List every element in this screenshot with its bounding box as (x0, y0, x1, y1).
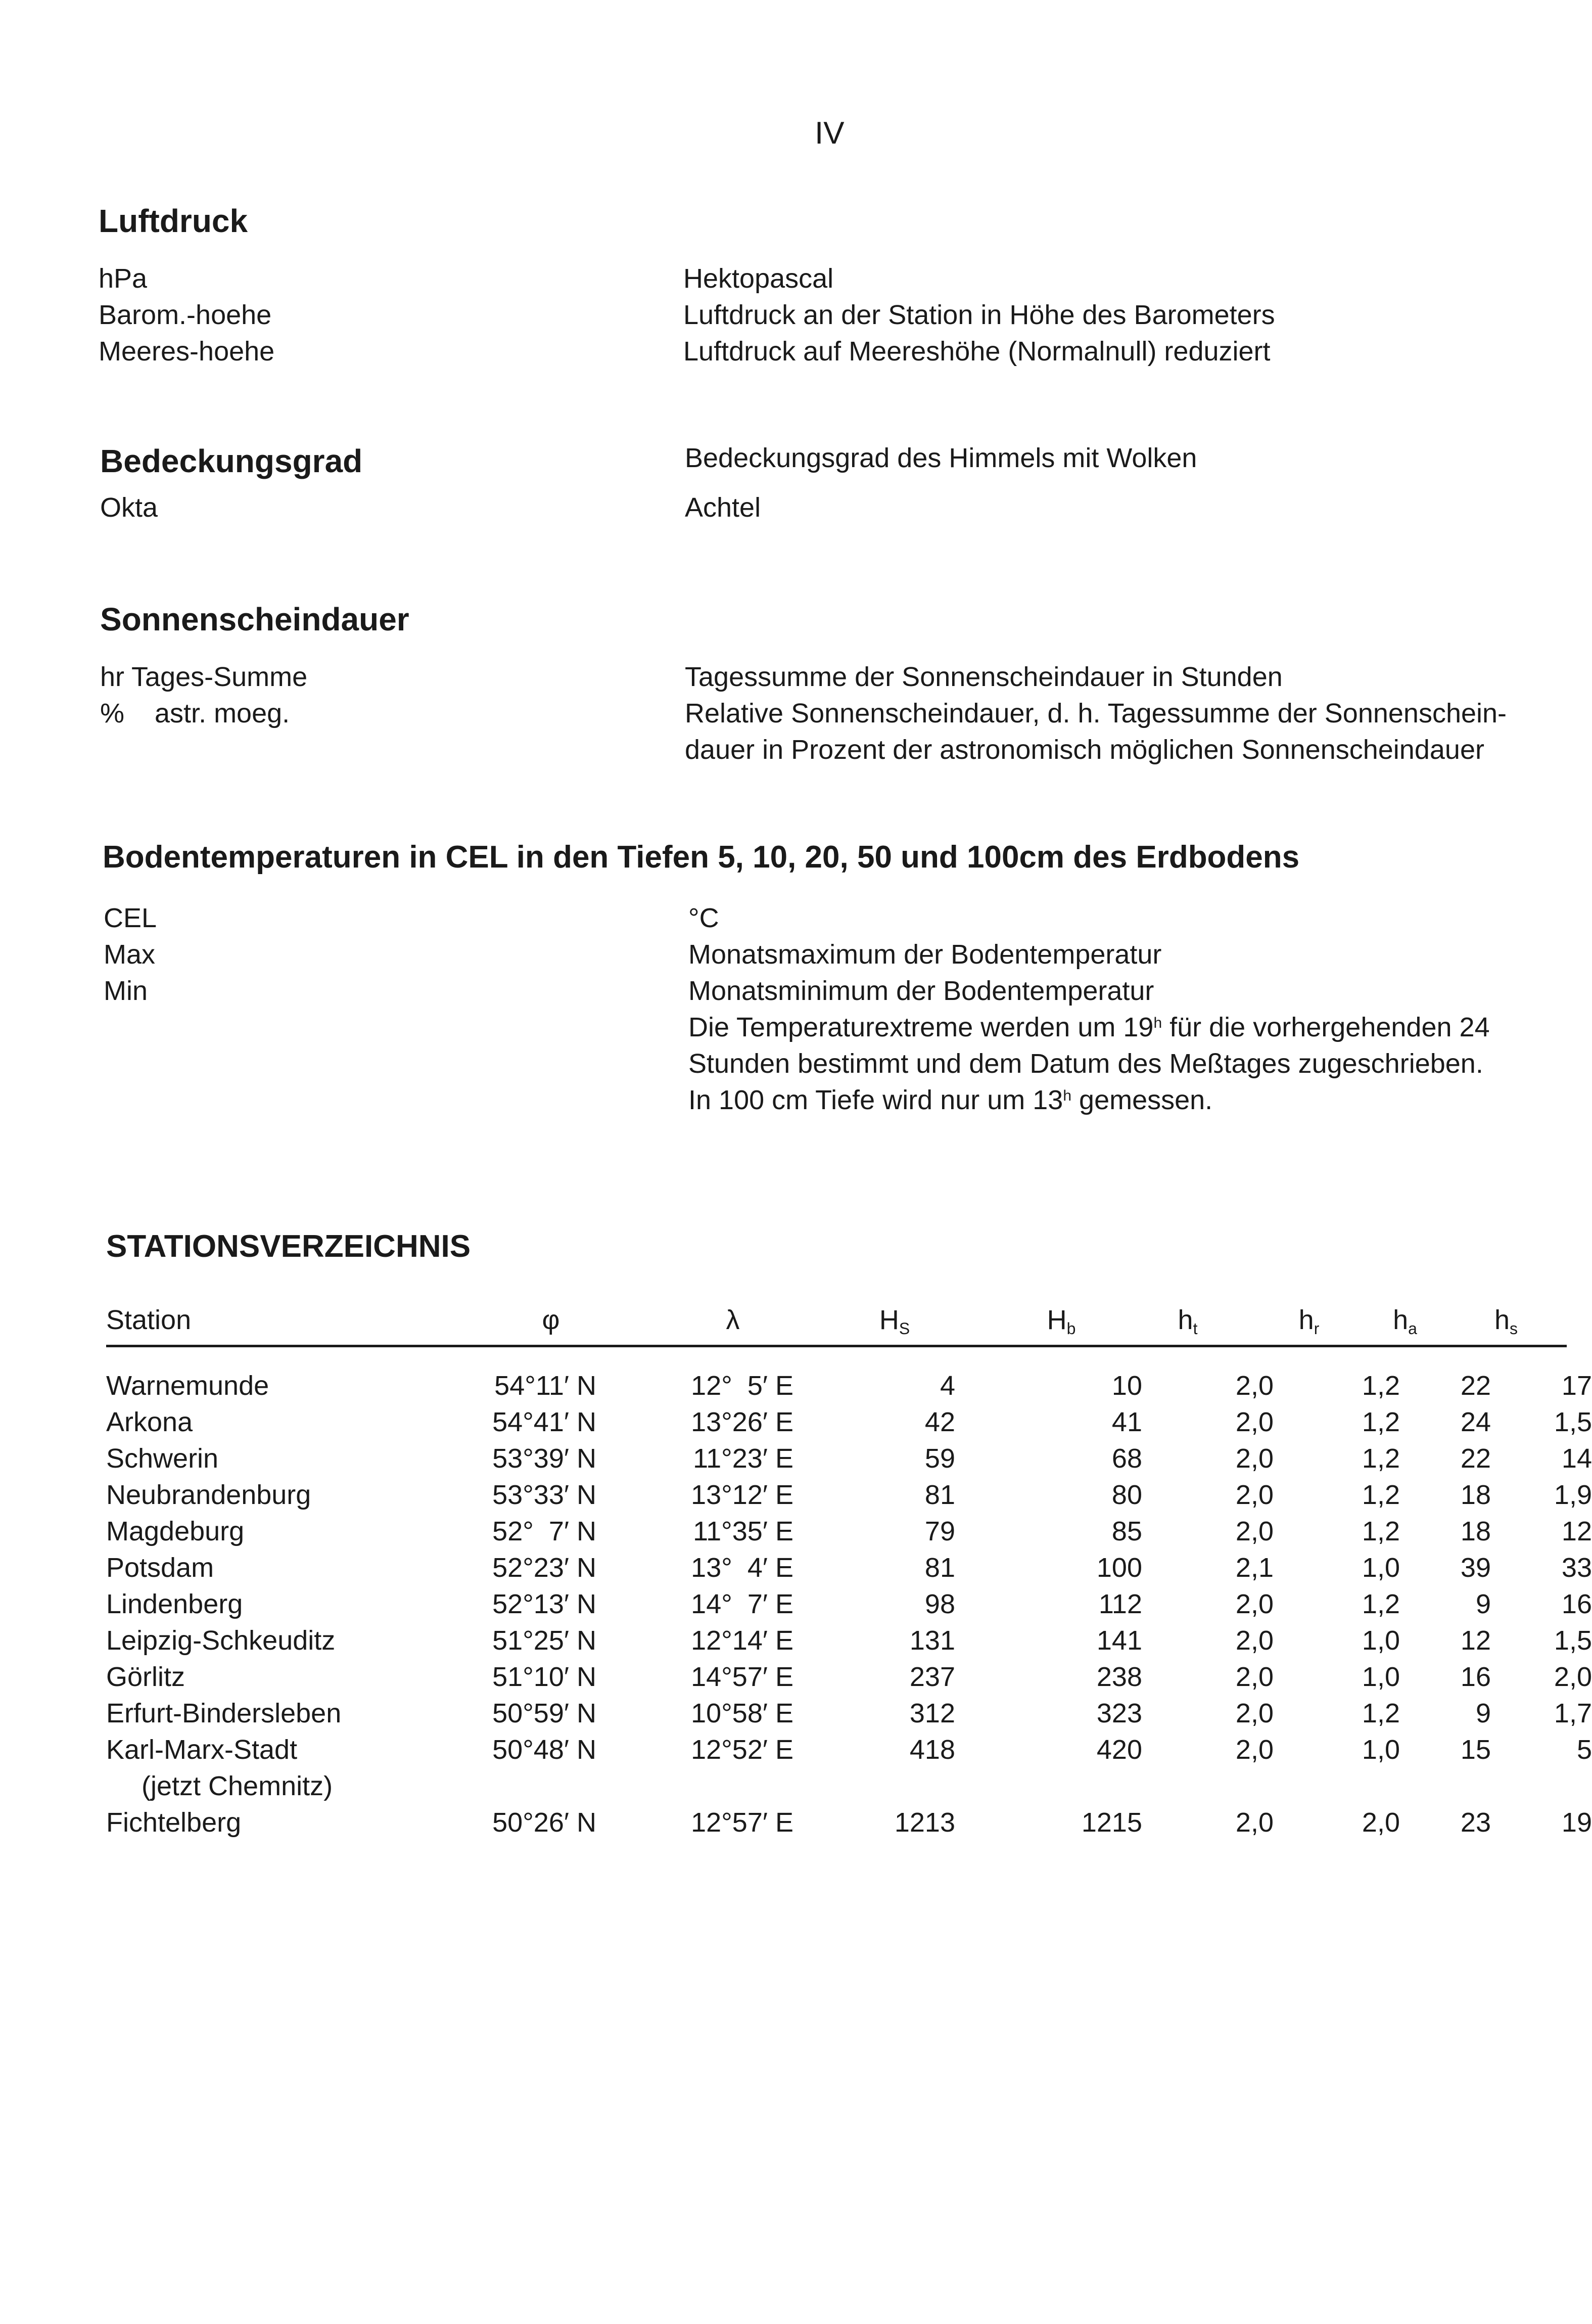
cell-lambda: 12°14′ E (691, 1625, 793, 1656)
cell-hs: 4 (940, 1371, 955, 1401)
cell-ht: 2,0 (1235, 1480, 1274, 1510)
cell-hs: 237 (909, 1662, 955, 1692)
cell-lambda: 12°57′ E (691, 1807, 793, 1838)
cell-hs-lower: 19 (1561, 1807, 1592, 1838)
cell-ha: 15 (1460, 1735, 1491, 1765)
term: % astr. moeg. (100, 698, 290, 728)
cell-hb: 41 (1111, 1407, 1142, 1437)
cell-hb: 80 (1111, 1480, 1142, 1510)
cell-hs-lower: 1,5 (1554, 1625, 1592, 1656)
cell-lambda: 14° 7′ E (691, 1589, 793, 1619)
station-name: Fichtelberg (106, 1807, 242, 1838)
table-row (106, 1370, 1592, 1406)
cell-hs-lower: 1,5 (1554, 1407, 1592, 1437)
definition: Luftdruck an der Station in Höhe des Barometers (683, 300, 1275, 330)
cell-hr: 1,2 (1362, 1480, 1400, 1510)
definition: dauer in Prozent der astronomisch möglichen Sonnenscheindauer (685, 735, 1484, 765)
cell-ha: 22 (1460, 1443, 1491, 1474)
table-row-continuation (106, 1770, 1567, 1807)
boden-terms (104, 900, 157, 1009)
cell-phi: 54°11′ N (494, 1371, 596, 1401)
cell-ha: 22 (1460, 1371, 1491, 1401)
term: hPa (99, 263, 148, 294)
cell-ha: 16 (1460, 1662, 1491, 1692)
definition: °C (688, 903, 719, 933)
cell-hb: 238 (1096, 1662, 1142, 1692)
cell-ha: 23 (1460, 1807, 1491, 1838)
definition: Hektopascal (683, 263, 834, 294)
bedeckung-defs (685, 440, 1197, 526)
cell-hs-lower: 1,7 (1554, 1698, 1592, 1728)
cell-phi: 52°13′ N (492, 1589, 596, 1619)
bedeckung-term (100, 489, 158, 526)
col-header-hs: HS (879, 1305, 910, 1338)
cell-phi: 53°33′ N (492, 1480, 596, 1510)
note-line: Die Temperaturextreme werden um 19$^h$ für die vorhergehenden 24 (688, 1012, 1490, 1042)
station-name: Potsdam (106, 1553, 214, 1583)
table-row (106, 1734, 1592, 1770)
col-header-ha: ha (1393, 1305, 1417, 1338)
cell-hs: 98 (924, 1589, 955, 1619)
station-name: Schwerin (106, 1443, 219, 1474)
cell-hr: 2,0 (1362, 1807, 1400, 1838)
cell-phi: 50°59′ N (492, 1698, 596, 1728)
cell-hs-lower: 14 (1561, 1443, 1592, 1474)
table-row (106, 1807, 1592, 1843)
cell-hr: 1,0 (1362, 1735, 1400, 1765)
col-header-hr: hr (1298, 1305, 1320, 1338)
cell-ht: 2,0 (1235, 1443, 1274, 1474)
cell-ht: 2,0 (1235, 1371, 1274, 1401)
note-line: In 100 cm Tiefe wird nur um 13$^h$ gemessen. (688, 1085, 1213, 1115)
cell-lambda: 14°57′ E (691, 1662, 793, 1692)
table-row (106, 1588, 1592, 1625)
definition: Achtel (685, 492, 761, 523)
cell-hb: 141 (1096, 1625, 1142, 1656)
cell-ht: 2,0 (1235, 1735, 1274, 1765)
term: CEL (104, 903, 157, 933)
boden-defs (688, 900, 1490, 1118)
station-name: Warnemunde (106, 1371, 269, 1401)
term: Max (104, 939, 156, 970)
cell-ht: 2,0 (1235, 1625, 1274, 1656)
bedeckung-title: Bedeckungsgrad (100, 443, 363, 479)
term: hr Tages-Summe (100, 662, 308, 692)
cell-hr: 1,0 (1362, 1662, 1400, 1692)
cell-ht: 2,0 (1235, 1516, 1274, 1546)
table-row (106, 1516, 1592, 1552)
station-name: Arkona (106, 1407, 193, 1437)
definition: Monatsmaximum der Bodentemperatur (688, 939, 1162, 970)
term: Meeres-hoehe (99, 336, 275, 367)
term: Okta (100, 492, 158, 523)
definition: Relative Sonnenscheindauer, d. h. Tagessumme der Sonnenschein- (685, 698, 1507, 728)
cell-hb: 68 (1111, 1443, 1142, 1474)
cell-ha: 24 (1460, 1407, 1491, 1437)
cell-lambda: 13° 4′ E (691, 1553, 793, 1583)
term: Min (104, 976, 148, 1006)
cell-lambda: 10°58′ E (691, 1698, 793, 1728)
col-header-station: Station (106, 1305, 192, 1335)
station-note: (jetzt Chemnitz) (142, 1771, 333, 1801)
cell-hs-lower: 12 (1561, 1516, 1592, 1546)
station-name: Neubrandenburg (106, 1480, 311, 1510)
page-number: IV (815, 116, 845, 151)
cell-ht: 2,1 (1235, 1553, 1274, 1583)
cell-lambda: 12°52′ E (691, 1735, 793, 1765)
cell-hs: 1213 (894, 1807, 955, 1838)
col-header-ht: ht (1178, 1305, 1198, 1338)
cell-hb: 10 (1111, 1371, 1142, 1401)
cell-hr: 1,2 (1362, 1443, 1400, 1474)
definition: Luftdruck auf Meereshöhe (Normalnull) reduziert (683, 336, 1271, 367)
sonne-terms (100, 659, 307, 732)
table-row (106, 1406, 1592, 1443)
stations-header (106, 1304, 1567, 1350)
col-header-lambda: λ (726, 1305, 740, 1335)
cell-hr: 1,2 (1362, 1589, 1400, 1619)
cell-hs-lower: 2,0 (1554, 1662, 1592, 1692)
col-header-hb: Hb (1047, 1305, 1076, 1338)
col-header-hs-lower: hs (1494, 1305, 1518, 1338)
cell-hs: 59 (924, 1443, 955, 1474)
cell-ha: 18 (1460, 1516, 1491, 1546)
header-rule (106, 1345, 1567, 1347)
cell-hs-lower: 33 (1561, 1553, 1592, 1583)
table-row (106, 1479, 1592, 1516)
term: Barom.-hoehe (99, 300, 272, 330)
station-name: Magdeburg (106, 1516, 245, 1546)
station-name: Erfurt-Bindersleben (106, 1698, 342, 1728)
cell-hs: 81 (924, 1553, 955, 1583)
cell-hs: 312 (909, 1698, 955, 1728)
table-row (106, 1625, 1592, 1661)
cell-lambda: 11°23′ E (693, 1443, 793, 1474)
cell-ht: 2,0 (1235, 1589, 1274, 1619)
station-name: Karl-Marx-Stadt (106, 1735, 298, 1765)
table-row (106, 1552, 1592, 1588)
cell-ht: 2,0 (1235, 1407, 1274, 1437)
cell-hr: 1,2 (1362, 1698, 1400, 1728)
cell-phi: 51°10′ N (492, 1662, 596, 1692)
cell-phi: 54°41′ N (492, 1407, 596, 1437)
cell-phi: 51°25′ N (492, 1625, 596, 1656)
sonne-defs (685, 659, 1507, 768)
definition: Bedeckungsgrad des Himmels mit Wolken (685, 443, 1197, 473)
col-header-phi: φ (542, 1305, 560, 1335)
luftdruck-title: Luftdruck (99, 203, 248, 239)
cell-lambda: 13°12′ E (691, 1480, 793, 1510)
cell-hr: 1,2 (1362, 1516, 1400, 1546)
cell-hs-lower: 1,9 (1554, 1480, 1592, 1510)
cell-hr: 1,2 (1362, 1407, 1400, 1437)
sonne-title: Sonnenscheindauer (100, 601, 409, 637)
cell-hs: 81 (924, 1480, 955, 1510)
boden-title: Bodentemperaturen in CEL in den Tiefen 5, 10, 20, 50 und 100cm des Erdbodens (103, 840, 1300, 875)
cell-hs-lower: 17 (1561, 1371, 1592, 1401)
table-row (106, 1443, 1592, 1479)
cell-ht: 2,0 (1235, 1807, 1274, 1838)
cell-lambda: 12° 5′ E (691, 1371, 793, 1401)
cell-phi: 52°23′ N (492, 1553, 596, 1583)
cell-lambda: 11°35′ E (693, 1516, 793, 1546)
cell-hb: 420 (1096, 1735, 1142, 1765)
cell-hr: 1,0 (1362, 1553, 1400, 1583)
cell-lambda: 13°26′ E (691, 1407, 793, 1437)
cell-hb: 1215 (1081, 1807, 1142, 1838)
station-name: Lindenberg (106, 1589, 243, 1619)
station-name: Görlitz (106, 1662, 185, 1692)
cell-hs-lower: 5 (1576, 1735, 1592, 1765)
cell-hs-lower: 16 (1561, 1589, 1592, 1619)
cell-hr: 1,2 (1362, 1371, 1400, 1401)
cell-hb: 323 (1096, 1698, 1142, 1728)
cell-hs: 418 (909, 1735, 955, 1765)
cell-hs: 42 (924, 1407, 955, 1437)
cell-ha: 9 (1475, 1589, 1491, 1619)
table-row (106, 1698, 1592, 1734)
cell-ha: 39 (1460, 1553, 1491, 1583)
definition: Tagessumme der Sonnenscheindauer in Stunden (685, 662, 1283, 692)
definition: Monatsminimum der Bodentemperatur (688, 976, 1154, 1006)
cell-hs: 131 (909, 1625, 955, 1656)
cell-ha: 18 (1460, 1480, 1491, 1510)
cell-hb: 100 (1096, 1553, 1142, 1583)
cell-hr: 1,0 (1362, 1625, 1400, 1656)
cell-hb: 112 (1098, 1589, 1142, 1619)
note-line: Stunden bestimmt und dem Datum des Meßtages zugeschrieben. (688, 1049, 1483, 1079)
cell-ht: 2,0 (1235, 1698, 1274, 1728)
station-name: Leipzig-Schkeuditz (106, 1625, 336, 1656)
cell-ha: 12 (1460, 1625, 1491, 1656)
cell-hb: 85 (1111, 1516, 1142, 1546)
cell-phi: 52° 7′ N (492, 1516, 596, 1546)
cell-phi: 50°48′ N (492, 1735, 596, 1765)
cell-ha: 9 (1475, 1698, 1491, 1728)
cell-ht: 2,0 (1235, 1662, 1274, 1692)
cell-phi: 50°26′ N (492, 1807, 596, 1838)
table-row (106, 1661, 1592, 1698)
stations-title: STATIONSVERZEICHNIS (106, 1229, 471, 1264)
luftdruck-defs (683, 260, 1275, 370)
cell-hs: 79 (924, 1516, 955, 1546)
cell-phi: 53°39′ N (492, 1443, 596, 1474)
stations-table-body (106, 1370, 1592, 1843)
luftdruck-terms (99, 260, 274, 370)
